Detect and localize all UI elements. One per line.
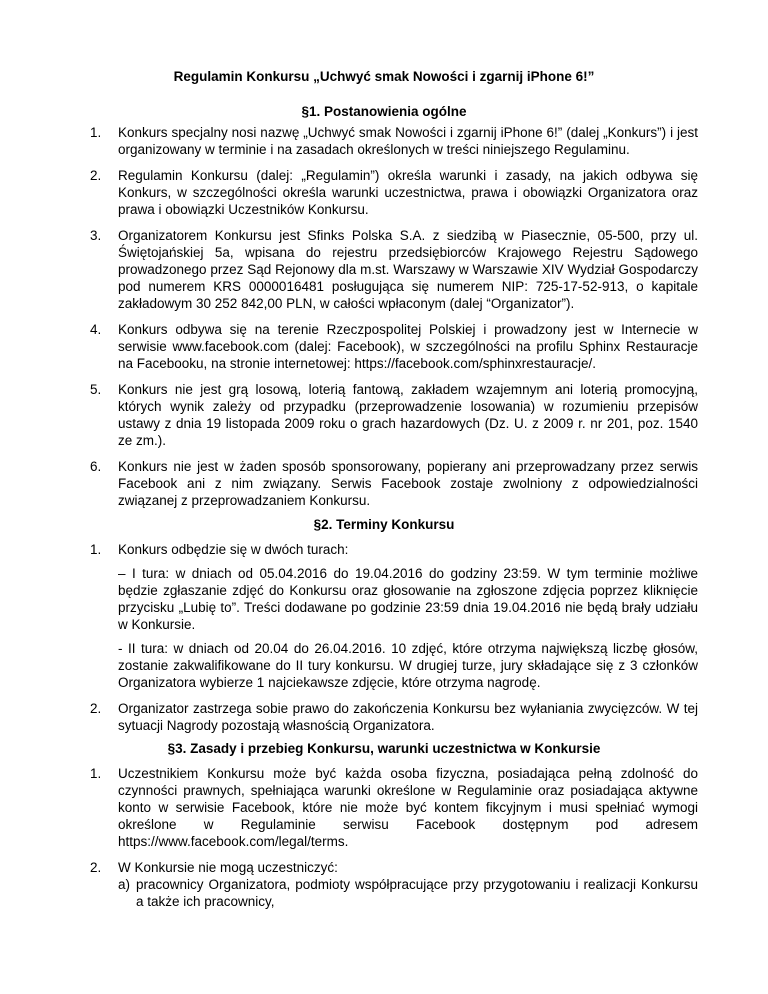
section-2-list (90, 541, 698, 734)
list-item: 5. Konkurs nie jest grą losową, loterią fantową, zakładem wzajemnym ani loterią promocyjną, których wynik zależy od przypadku (przeprowadzenie losowania) w rozumieniu przepisów ustawy z dnia 19 listopada 2009 roku o grach hazardowych (Dz. U. z 2009 r. nr 201, poz. 1540 ze zm.). (90, 382, 698, 448)
list-item: 1. Konkurs specjalny nosi nazwę „Uchwyć smak Nowości i zgarnij iPhone 6!” (dalej „Konkurs”) i jest organizowany w terminie i na zasadach określonych w treści niniejszego Regulaminu. (90, 125, 698, 157)
list-item: 1. Konkurs odbędzie się w dwóch turach: – I tura: w dniach od 05.04.2016 do 19.04.2016 do godziny 23:59. W tym terminie możliwe będzie zgłaszanie zdjęć do Konkursu oraz głosowanie na zgłoszone zdjęcia poprzez kliknięcie przycisku „Lubię to”. Treści dodawane po godzinie 23:59 dnia 19.04.2016 nie będą brały udziału w Konkursie. - II tura: w dniach od 20.04 do 26.04.2016. 10 zdjęć, które otrzyma największą liczbę głosów, zostanie zakwalifikowane do II tury konkursu. W drugiej turze, jury składające się z 3 członków Organizatora wybierze 1 najciekawsze zdjęcie, które otrzyma nagrodę. (90, 542, 698, 690)
list-item: 1. Uczestnikiem Konkursu może być każda osoba fizyczna, posiadająca pełną zdolność do czynności prawnych, spełniająca warunki określone w Regulaminie oraz posiadająca aktywne konto w serwisie Facebook, które nie może być kontem fikcyjnym i musi spełniać wymogi określone w Regulaminie serwisu Facebook dostępnym pod adresem https://www.facebook.com/legal/terms. (90, 766, 698, 849)
list-item: 2. W Konkursie nie mogą uczestniczyć: a) pracownicy Organizatora, podmioty współpracujące przy przygotowaniu i realizacji Konkursu a także ich pracownicy, (90, 860, 698, 909)
list-item: 4. Konkurs odbywa się na terenie Rzeczpospolitej Polskiej i prowadzony jest w Internecie w serwisie www.facebook.com (dalej: Facebook), w szczególności na profilu Sphinx Restauracje na Facebooku, na stronie internetowej: https://facebook.com/sphinxrestauracje/. (90, 322, 698, 371)
list-item: 3. Organizatorem Konkursu jest Sfinks Polska S.A. z siedzibą w Piasecznie, 05-500, przy ul. Świętojańskiej 5a, wpisana do rejestru przedsiębiorców Krajowego Rejestru Sądowego prowadzonego przez Sąd Rejonowy dla m.st. Warszawy w Warszawie XIV Wydział Gospodarczy pod numerem KRS 0000016481 posługująca się numerem NIP: 725-17-52-913, o kapitale zakładowym 30 252 842,00 PLN, w całości wpłaconym (dalej “Organizator”). (90, 228, 698, 311)
section-3-list (90, 765, 698, 910)
section-heading: §2. Terminy Konkursu (313, 517, 455, 532)
document-title: Regulamin Konkursu „Uchwyć smak Nowości i zgarnij iPhone 6!” (173, 69, 595, 84)
sub-list-item: a) pracownicy Organizatora, podmioty współpracujące przy przygotowaniu i realizacji Konkursu a także ich pracownicy, (118, 877, 698, 909)
list-item: 2. Regulamin Konkursu (dalej: „Regulamin”) określa warunki i zasady, na jakich odbywa się Konkurs, w szczególności określa warunki uczestnictwa, prawa i obowiązki Organizatora oraz prawa i obowiązki Uczestników Konkursu. (90, 168, 698, 217)
section-heading: §1. Postanowienia ogólne (301, 104, 467, 119)
section-1-list (90, 124, 698, 509)
section-heading: §3. Zasady i przebieg Konkursu, warunki uczestnictwa w Konkursie (167, 741, 601, 756)
list-item: 6. Konkurs nie jest w żaden sposób sponsorowany, popierany ani przeprowadzany przez serwis Facebook ani z nim związany. Serwis Facebook zostaje zwolniony z odpowiedzialności związanej z przeprowadzaniem Konkursu. (90, 459, 698, 508)
list-item: 2. Organizator zastrzega sobie prawo do zakończenia Konkursu bez wyłaniania zwycięzców. W tej sytuacji Nagrody pozostają własnością Organizatora. (90, 701, 698, 733)
